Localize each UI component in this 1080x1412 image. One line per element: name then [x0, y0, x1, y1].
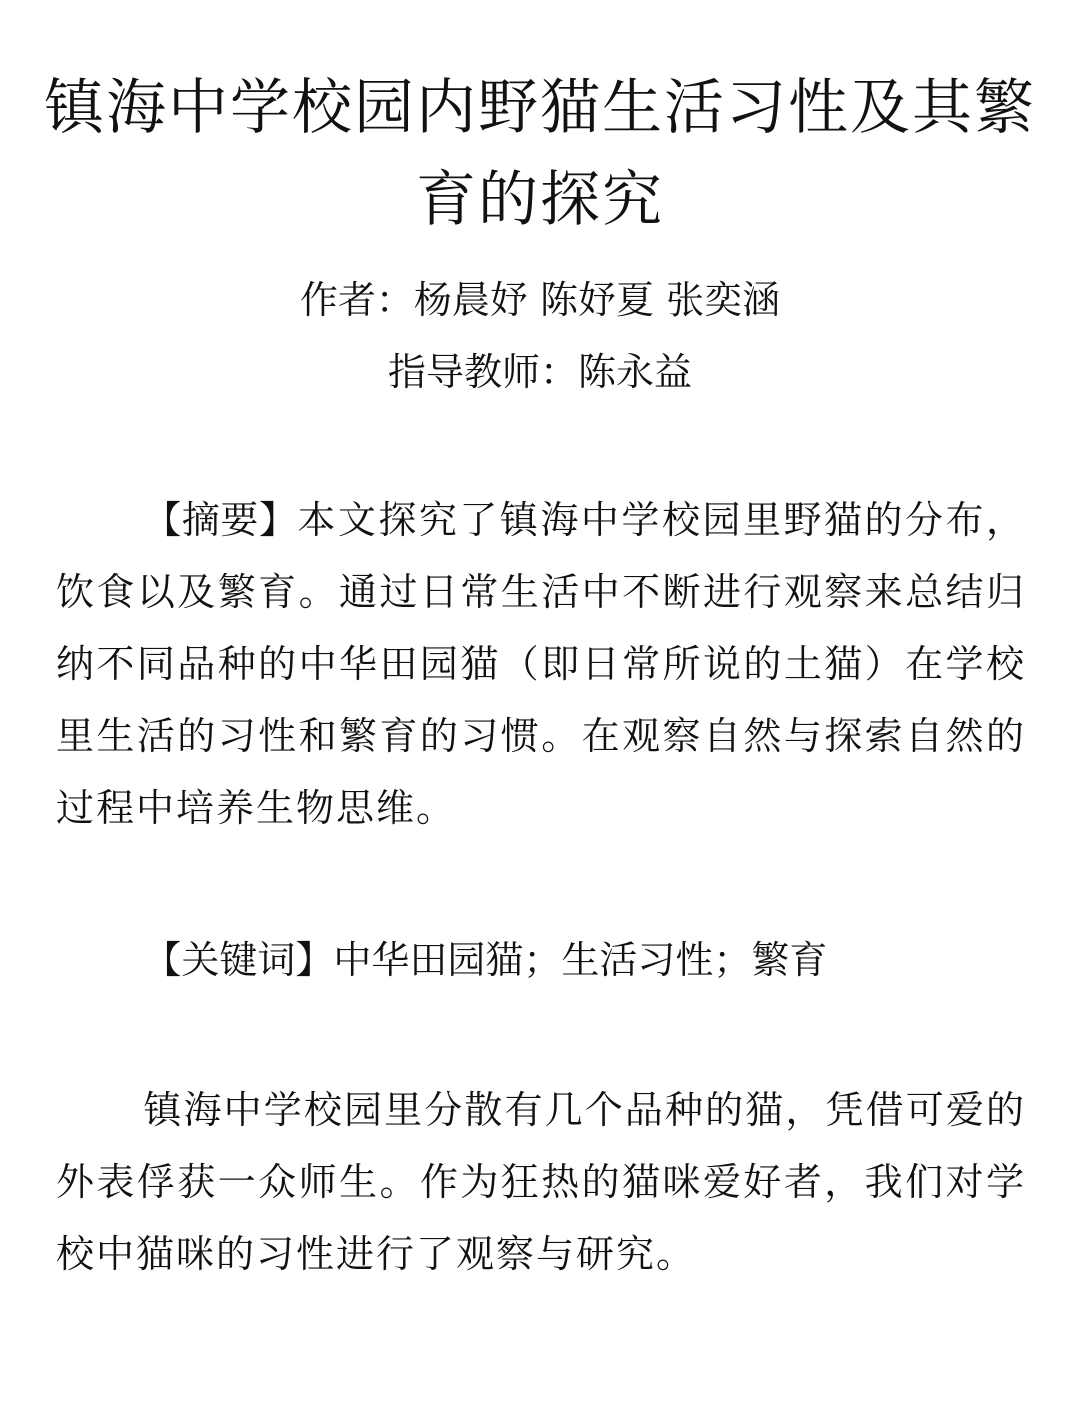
abstract-paragraph: [56, 484, 1026, 844]
authors-line: 作者：杨晨妤 陈妤夏 张奕涵: [299, 278, 781, 322]
keywords-line: [56, 924, 1026, 996]
abstract-text: 本文探究了镇海中学校园里野猫的分布，饮食以及繁育。通过日常生活中不断进行观察来总结归纳不同品种的中华田园猫（即日常所说的土猫）在学校里生活的习性和繁育的习惯。在观察自然与探索自然的过程中培养生物思维。: [56, 498, 1026, 830]
abstract-label: 【摘要】: [143, 498, 298, 542]
keywords-label: 【关键词】: [143, 938, 334, 982]
keywords-text: 中华田园猫；生活习性；繁育: [333, 938, 828, 982]
advisor-line: 指导教师：陈永益: [387, 350, 692, 394]
paper-title: 镇海中学校园内野猫生活习性及其繁育的探究: [44, 73, 1036, 235]
intro-paragraph: 镇海中学校园里分散有几个品种的猫，凭借可爱的外表俘获一众师生。作为狂热的猫咪爱好者，我们对学校中猫咪的习性进行了观察与研究。: [56, 1088, 1026, 1276]
